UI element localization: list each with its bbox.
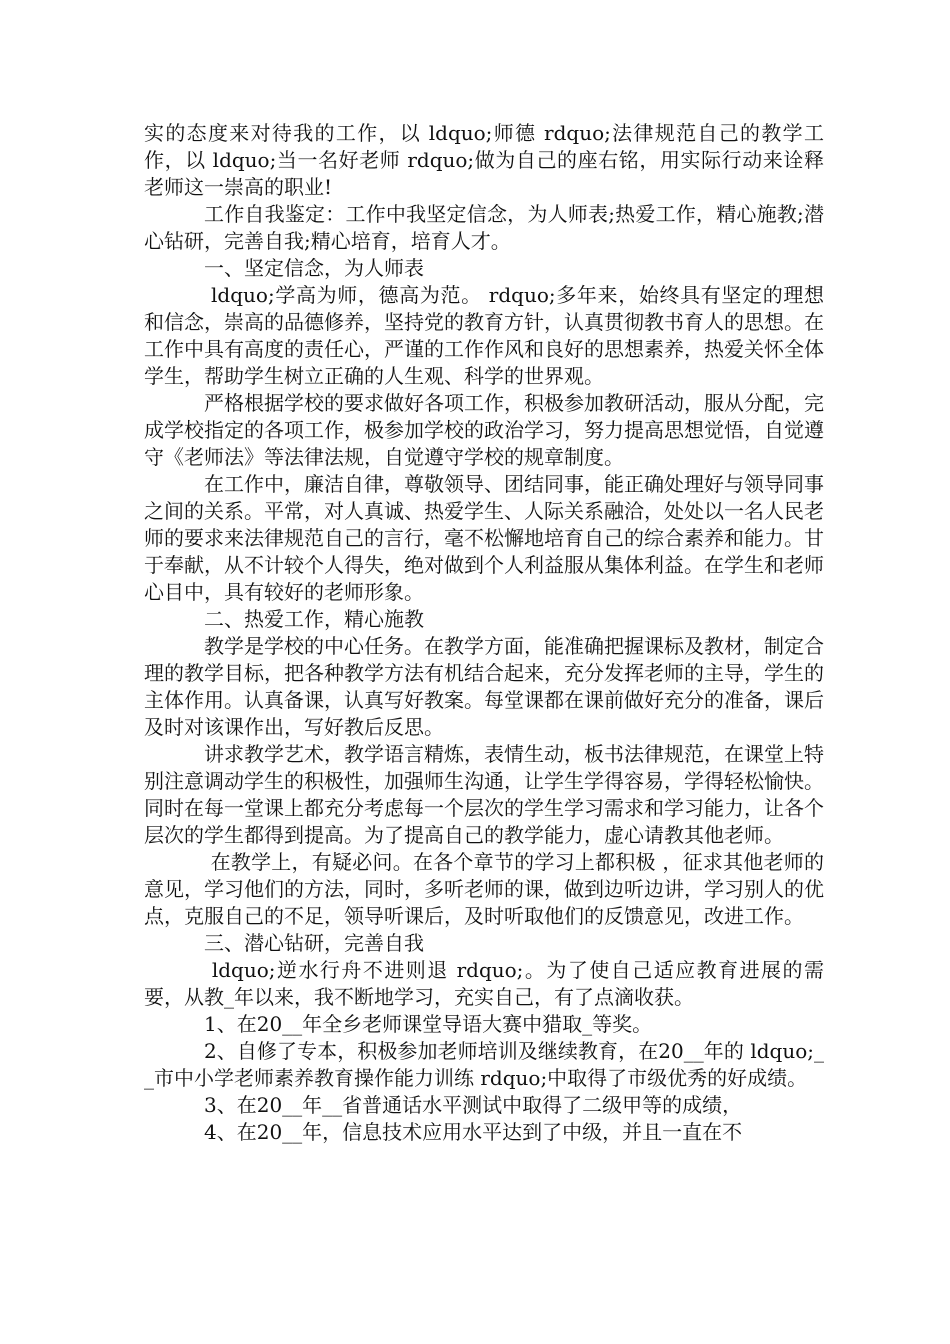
paragraph-9: ldquo;逆水行舟不进则退 rdquo;。为了使自己适应教育进展的需要，从教_年以来，我不断地学习，充实自己，有了点滴收获。 <box>144 958 824 1009</box>
paragraph-3: ldquo;学高为师，德高为范。 rdquo;多年来，始终具有坚定的理想和信念，崇高的品德修养，坚持党的教育方针，认真贯彻教书育人的思想。在工作中具有高度的责任心，严谨的工作作风和良好的思想素养，热爱关怀全体学生，帮助学生树立正确的人生观、科学的世界观。 <box>144 283 824 388</box>
list-item-1: 1、在20__年全乡老师课堂导语大赛中猎取_等奖。 <box>204 1012 653 1036</box>
section-heading-2: 二、热爱工作，精心施教 <box>204 607 424 631</box>
paragraph-7: 讲求教学艺术，教学语言精炼，表情生动，板书法律规范，在课堂上特别注意调动学生的积极性，加强师生沟通，让学生学得容易，学得轻松愉快。同时在每一堂课上都充分考虑每一个层次的学生学习需求和学习能力，让各个层次的学生都得到提高。为了提高自己的教学能力，虚心请教其他老师。 <box>144 742 824 847</box>
paragraph-2: 工作自我鉴定：工作中我坚定信念，为人师表;热爱工作，精心施教;潜心钻研，完善自我;精心培育，培育人才。 <box>144 202 824 253</box>
section-heading-1: 一、坚定信念，为人师表 <box>204 256 424 280</box>
paragraph-4: 严格根据学校的要求做好各项工作，积极参加教研活动，服从分配，完成学校指定的各项工作，极参加学校的政治学习，努力提高思想觉悟，自觉遵守《老师法》等法律法规，自觉遵守学校的规章制度。 <box>144 391 824 469</box>
list-item-2: 2、自修了专本，积极参加老师培训及继续教育，在20__年的 ldquo;__市中小学老师素养教育操作能力训练 rdquo;中取得了市级优秀的好成绩。 <box>144 1039 824 1090</box>
paragraph-6: 教学是学校的中心任务。在教学方面，能准确把握课标及教材，制定合理的教学目标，把各种教学方法有机结合起来，充分发挥老师的主导，学生的主体作用。认真备课，认真写好教案。每堂课都在课前做好充分的准备，课后及时对该课作出，写好教后反思。 <box>144 634 824 739</box>
paragraph-1: 实的态度来对待我的工作，以 ldquo;师德 rdquo;法律规范自己的教学工作，以 ldquo;当一名好老师 rdquo;做为自己的座右铭，用实际行动来诠释老师这一崇高的职业! <box>144 121 824 199</box>
document-page <box>144 120 824 1146</box>
paragraph-5: 在工作中，廉洁自律，尊敬领导、团结同事，能正确处理好与领导同事之间的关系。平常，对人真诚、热爱学生、人际关系融洽，处处以一名人民老师的要求来法律规范自己的言行，毫不松懈地培育自己的综合素养和能力。甘于奉献，从不计较个人得失，绝对做到个人利益服从集体利益。在学生和老师心目中，具有较好的老师形象。 <box>144 472 824 604</box>
list-item-3: 3、在20__年__省普通话水平测试中取得了二级甲等的成绩， <box>204 1093 743 1117</box>
list-item-4: 4、在20__年，信息技术应用水平达到了中级，并且一直在不 <box>204 1120 743 1144</box>
paragraph-8: 在教学上，有疑必问。在各个章节的学习上都积极 ，征求其他老师的意见，学习他们的方法，同时，多听老师的课，做到边听边讲，学习别人的优点，克服自己的不足，领导听课后，及时听取他们的反馈意见，改进工作。 <box>144 850 824 928</box>
section-heading-3: 三、潜心钻研，完善自我 <box>204 931 424 955</box>
